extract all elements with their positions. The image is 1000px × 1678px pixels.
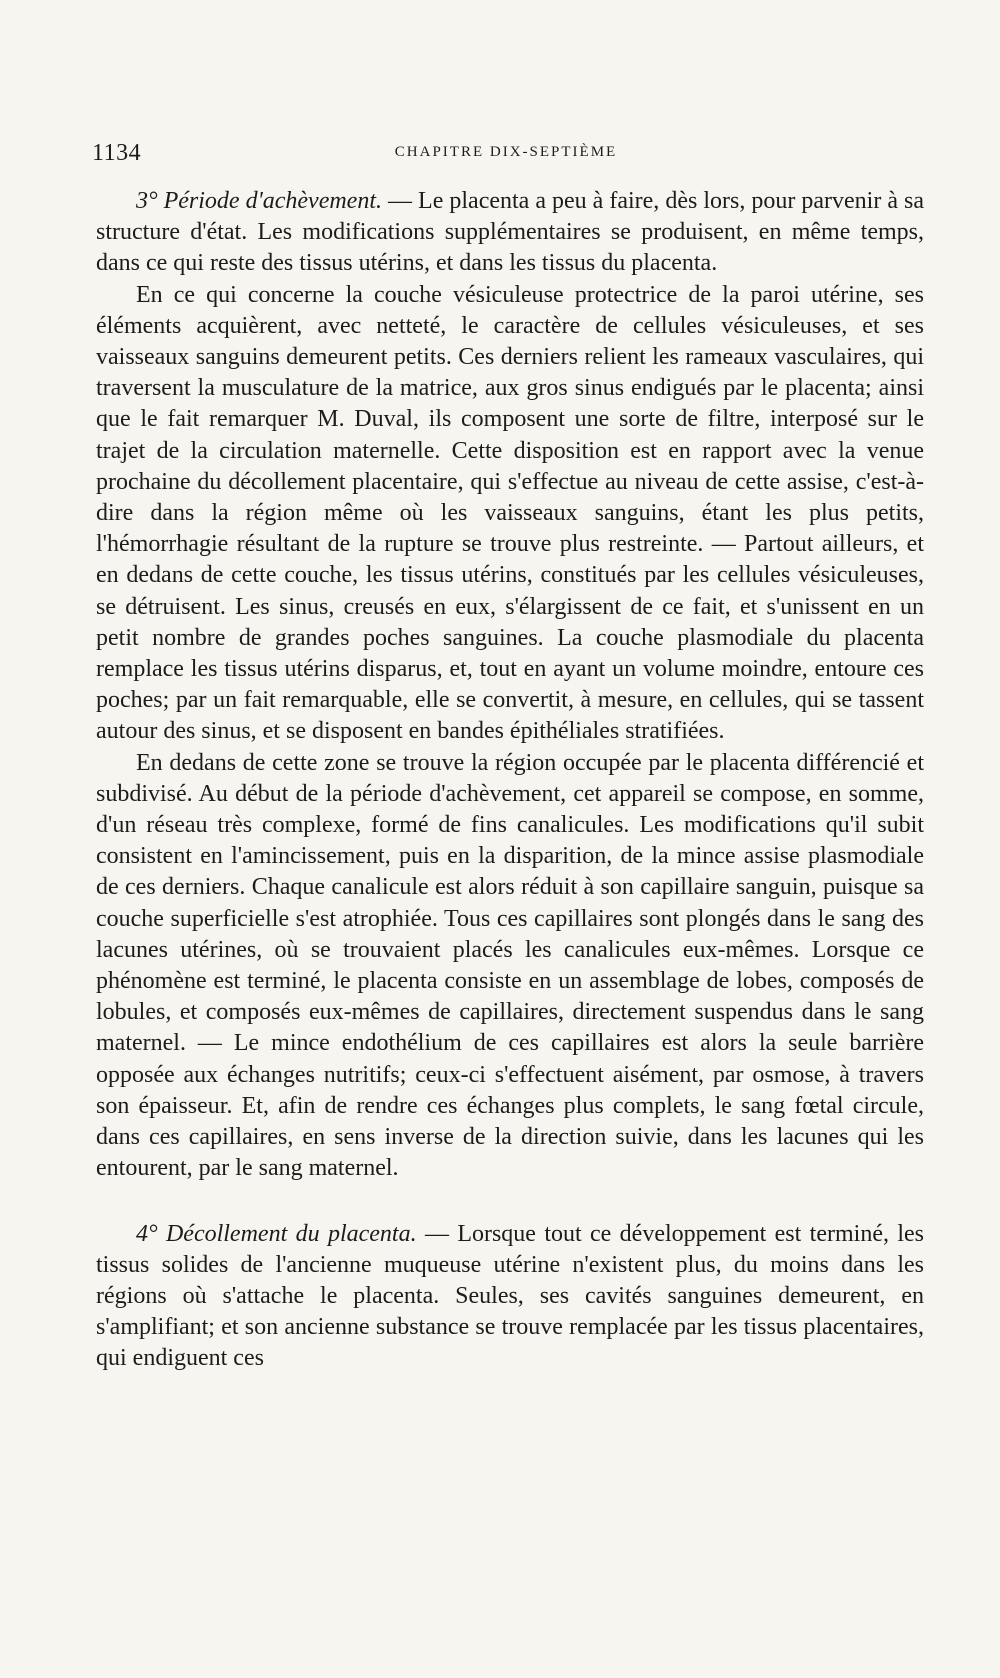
paragraph-decollement	[96, 1219, 924, 1375]
chapter-title: CHAPITRE DIX-SEPTIÈME	[394, 144, 618, 160]
paragraph-couche-vesiculeuse: En ce qui concerne la couche vésiculeuse protectrice de la paroi utérine, ses éléments acquièrent, avec netteté, le caractère de cellules vésiculeuses, et ses vaisseaux sanguins demeurent petits. Ces derniers relient les rameaux vasculaires, qui traversent la musculature de la matrice, aux gros sinus endigués par le placenta; ainsi que le fait remarquer M. Duval, ils composent une sorte de filtre, interposé sur le trajet de la circulation maternelle. Cette disposition est en rapport avec la venue prochaine du décollement placentaire, qui s'effectue au niveau de cette assise, c'est-à-dire dans la région même où les vaisseaux sanguins, étant les plus petits, l'hémorrhagie résultant de la rupture se trouve plus restreinte. — Partout ailleurs, et en dedans de cette couche, les tissus utérins, constitués par les cellules vésiculeuses, se détruisent. Les sinus, creusés en eux, s'élargissent de ce fait, et s'unissent en un petit nombre de grandes poches sanguines. La couche plasmodiale du placenta remplace les tissus utérins disparus, et, tout en ayant un volume moindre, entoure ces poches; par un fait remarquable, elle se convertit, à mesure, en cellules, qui se tassent autour des sinus, et se disposent en bandes épithéliales stratifiées.	[96, 281, 924, 745]
running-head	[92, 140, 920, 180]
page-body	[96, 186, 924, 1375]
section-heading-decollement: 4° Décollement du placenta.	[136, 1220, 417, 1247]
paragraph-text: — Lorsque tout ce développement est terminé, les tissus solides de l'ancienne muqueuse utérine n'existent plus, du moins dans les régions où s'attache le placenta. Seules, ses cavités sanguines demeurent, en s'amplifiant; et son ancienne substance se trouve remplacée par les tissus placentaires, qui endiguent ces	[96, 1220, 924, 1372]
paragraph-text: — Le placenta a peu à faire, dès lors, pour parvenir à sa structure d'état. Les modifications supplémentaires se produisent, en même temps, dans ce qui reste des tissus utérins, et dans les tissus du placenta.	[96, 188, 925, 277]
bottom-margin	[0, 1528, 1000, 1678]
paragraph-placenta-differencie: En dedans de cette zone se trouve la région occupée par le placenta différencié et subdivisé. Au début de la période d'achèvement, cet appareil se compose, en somme, d'un réseau très complexe, formé de fins canalicules. Les modifications qu'il subit consistent en l'amincissement, puis en la disparition, de la mince assise plasmodiale de ces derniers. Chaque canalicule est alors réduit à son capillaire sanguin, puisque sa couche superficielle s'est atrophiée. Tous ces capillaires sont plongés dans le sang des lacunes utérines, où se trouvaient placés les canalicules eux-mêmes. Lorsque ce phénomène est terminé, le placenta consiste en un assemblage de lobes, composés de lobules, et composés eux-mêmes de capillaires, directement suspendus dans le sang maternel. — Le mince endothélium de ces capillaires est alors la seule barrière opposée aux échanges nutritifs; ceux-ci s'effectuent aisément, par osmose, à travers son épaisseur. Et, afin de rendre ces échanges plus complets, le sang fœtal circule, dans ces capillaires, en sens inverse de la direction suivie, dans les lacunes qui les entourent, par le sang maternel.	[96, 749, 924, 1182]
page-number: 1134	[92, 140, 142, 166]
section-heading-periode-achevement: 3° Période d'achèvement.	[136, 188, 383, 214]
paragraph-periode-achevement	[96, 186, 924, 280]
